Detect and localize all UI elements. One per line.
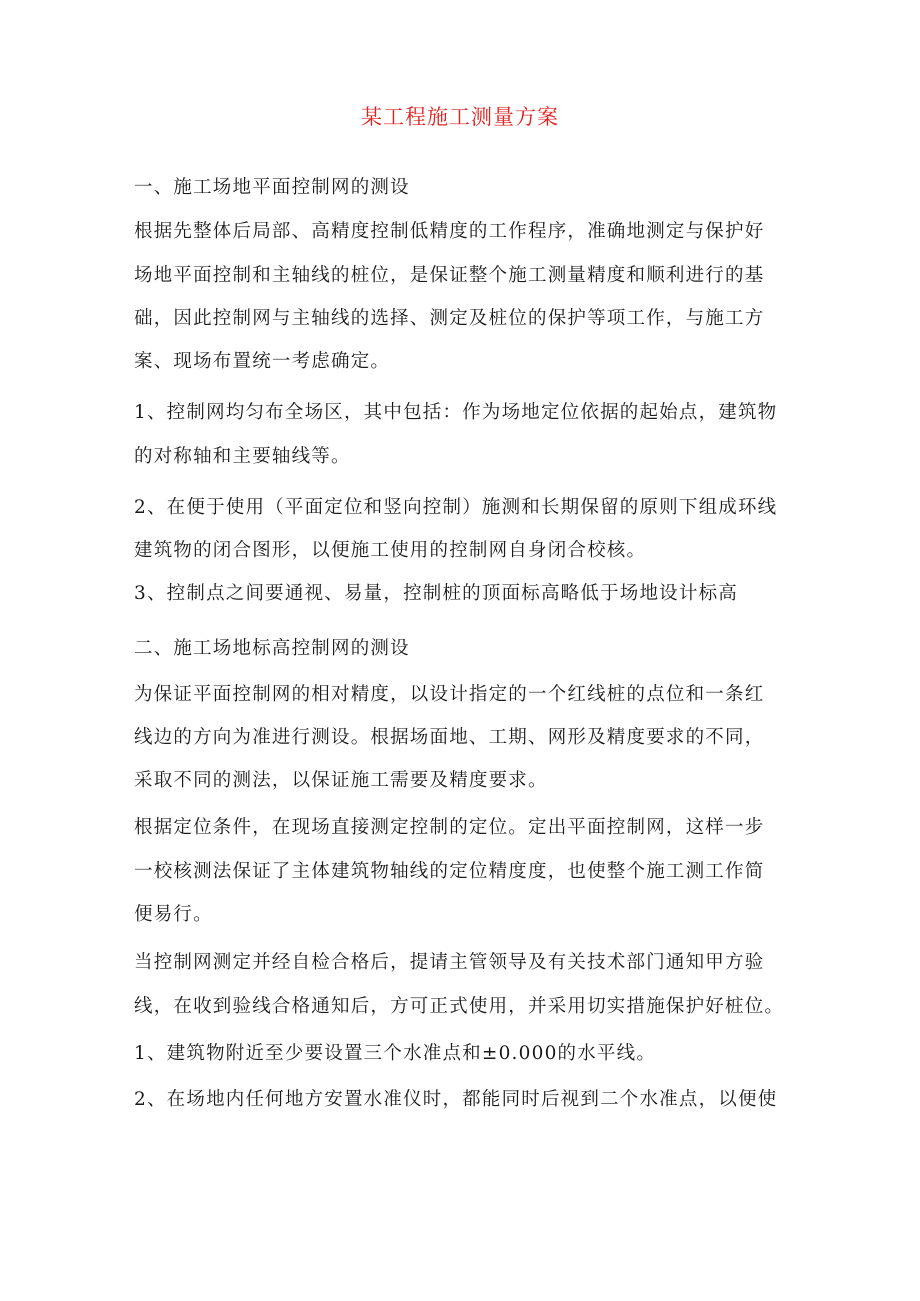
paragraph-line: 便易行。 bbox=[134, 904, 213, 925]
paragraph-line: 当控制网测定并经自检合格后，提请主管领导及有关技术部门通知甲方验 bbox=[134, 952, 765, 973]
list-item-line: 3、控制点之间要通视、易量，控制桩的顶面标高略低于场地设计标高 bbox=[134, 583, 738, 604]
section-heading-2: 二、施工场地标高控制网的测设 bbox=[134, 638, 410, 659]
paragraph-line: 采取不同的测法，以保证施工需要及精度要求。 bbox=[134, 770, 548, 791]
paragraph-line: 案、现场布置统一考虑确定。 bbox=[134, 351, 391, 372]
list-item-line: 1、控制网均匀布全场区，其中包括：作为场地定位依据的起始点，建筑物 bbox=[134, 402, 778, 423]
paragraph-line: 根据定位条件，在现场直接测定控制的定位。定出平面控制网，这样一步 bbox=[134, 817, 765, 838]
list-item-line: 1、建筑物附近至少要设置三个水准点和±0.000的水平线。 bbox=[134, 1043, 657, 1064]
list-item-line: 的对称轴和主要轴线等。 bbox=[134, 446, 351, 467]
list-item-line: 建筑物的闭合图形，以便施工使用的控制网自身闭合校核。 bbox=[134, 540, 647, 561]
paragraph-line: 线，在收到验线合格通知后，方可正式使用，并采用切实措施保护好桩位。 bbox=[134, 996, 785, 1017]
paragraph-line: 根据先整体后局部、高精度控制低精度的工作程序，准确地测定与保护好 bbox=[134, 221, 765, 242]
paragraph-line: 一校核测法保证了主体建筑物轴线的定位精度度，也使整个施工测工作简 bbox=[134, 861, 765, 882]
paragraph-line: 为保证平面控制网的相对精度，以设计指定的一个红线桩的点位和一条红 bbox=[134, 684, 765, 705]
document-body bbox=[134, 171, 804, 1131]
paragraph-line: 线边的方向为准进行测设。根据场面地、工期、网形及精度要求的不同， bbox=[134, 727, 765, 748]
list-item-line: 2、在便于使用（平面定位和竖向控制）施测和长期保留的原则下组成环线 bbox=[134, 497, 778, 518]
paragraph-line: 场地平面控制和主轴线的桩位，是保证整个施工测量精度和顺利进行的基 bbox=[134, 265, 765, 286]
section-heading-1: 一、施工场地平面控制网的测设 bbox=[134, 177, 410, 198]
document-title: 某工程施工测量方案 bbox=[361, 105, 559, 129]
list-item-line: 2、在场地内任何地方安置水准仪时，都能同时后视到二个水准点，以便使 bbox=[134, 1089, 778, 1110]
paragraph-line: 础，因此控制网与主轴线的选择、测定及桩位的保护等项工作，与施工方 bbox=[134, 308, 765, 329]
